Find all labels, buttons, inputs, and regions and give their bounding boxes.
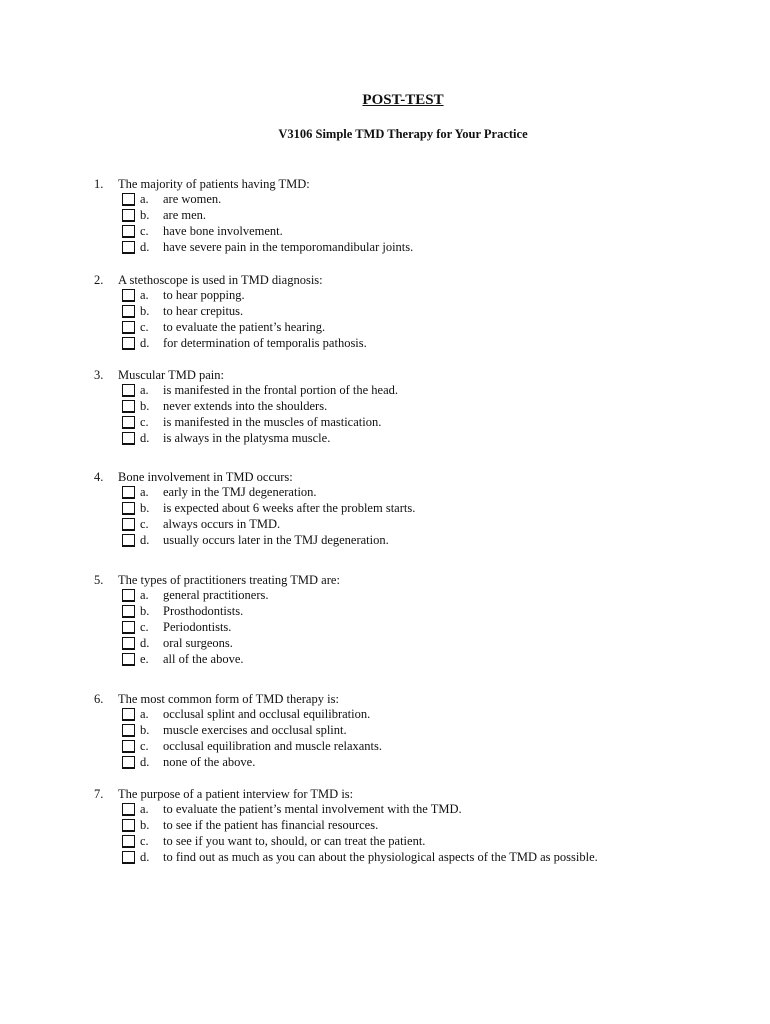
answer-checkbox[interactable] — [122, 241, 135, 254]
option-text: all of the above. — [163, 651, 244, 666]
answer-checkbox[interactable] — [122, 384, 135, 397]
answer-option — [94, 850, 734, 866]
answer-checkbox[interactable] — [122, 534, 135, 547]
answer-option — [94, 517, 734, 533]
answer-checkbox[interactable] — [122, 803, 135, 816]
option-text: occlusal splint and occlusal equilibration. — [163, 707, 371, 721]
answer-option — [94, 652, 734, 668]
answer-checkbox[interactable] — [122, 724, 135, 737]
answer-checkbox[interactable] — [122, 400, 135, 413]
option-text: oral surgeons. — [163, 635, 233, 650]
answer-checkbox[interactable] — [122, 756, 135, 769]
question-1 — [94, 176, 734, 256]
question-number: 3. — [94, 368, 104, 382]
option-letter: c. — [140, 738, 149, 753]
answer-option — [94, 739, 734, 755]
answer-checkbox[interactable] — [122, 289, 135, 302]
question-number: 4. — [94, 470, 104, 484]
option-letter: b. — [140, 398, 150, 413]
answer-option — [94, 636, 734, 652]
option-text: to find out as much as you can about the physiological aspects of the TMD as possible. — [163, 849, 598, 864]
option-text: is expected about 6 weeks after the problem starts. — [163, 500, 416, 515]
answer-option — [94, 533, 734, 549]
option-text: for determination of temporalis pathosis. — [163, 335, 367, 350]
option-letter: c. — [140, 619, 149, 634]
option-text: muscle exercises and occlusal splint. — [163, 722, 347, 737]
option-text: Periodontists. — [163, 619, 232, 634]
option-letter: d. — [140, 430, 150, 445]
question-number: 1. — [94, 177, 104, 191]
option-letter: d. — [140, 754, 150, 769]
option-text: is manifested in the muscles of mastication. — [163, 414, 382, 429]
option-letter: e. — [140, 651, 149, 666]
option-text: to see if you want to, should, or can treat the patient. — [163, 833, 426, 848]
option-text: are men. — [163, 207, 207, 222]
answer-checkbox[interactable] — [122, 637, 135, 650]
option-letter: c. — [140, 414, 149, 429]
question-2 — [94, 272, 734, 352]
option-text: to hear crepitus. — [163, 303, 244, 318]
option-text: general practitioners. — [163, 588, 269, 602]
option-text: is always in the platysma muscle. — [163, 430, 331, 445]
question-number: 5. — [94, 573, 104, 587]
question-stem — [94, 272, 734, 288]
answer-checkbox[interactable] — [122, 518, 135, 531]
option-letter: d. — [140, 849, 150, 864]
answer-checkbox[interactable] — [122, 305, 135, 318]
answer-checkbox[interactable] — [122, 819, 135, 832]
question-stem — [94, 572, 734, 588]
option-text: to evaluate the patient’s mental involvement with the TMD. — [163, 802, 462, 816]
answer-checkbox[interactable] — [122, 486, 135, 499]
answer-checkbox[interactable] — [122, 851, 135, 864]
question-7 — [94, 786, 734, 866]
question-stem — [94, 469, 734, 485]
option-text: none of the above. — [163, 754, 256, 769]
answer-checkbox[interactable] — [122, 502, 135, 515]
answer-checkbox[interactable] — [122, 621, 135, 634]
answer-option — [94, 755, 734, 771]
answer-checkbox[interactable] — [122, 209, 135, 222]
option-text: usually occurs later in the TMJ degeneration. — [163, 532, 389, 547]
option-letter: a. — [140, 707, 149, 721]
option-text: have severe pain in the temporomandibular joints. — [163, 239, 414, 254]
option-letter: a. — [140, 588, 149, 602]
option-letter: b. — [140, 500, 150, 515]
question-text: The most common form of TMD therapy is: — [118, 692, 339, 706]
option-letter: d. — [140, 635, 150, 650]
option-text: have bone involvement. — [163, 223, 283, 238]
page-title: POST-TEST — [362, 92, 444, 108]
option-text: are women. — [163, 192, 222, 206]
question-text: The types of practitioners treating TMD are: — [118, 573, 340, 587]
question-number: 2. — [94, 273, 104, 287]
answer-option — [94, 431, 734, 447]
option-letter: b. — [140, 207, 150, 222]
answer-checkbox[interactable] — [122, 321, 135, 334]
answer-checkbox[interactable] — [122, 337, 135, 350]
option-text: to hear popping. — [163, 288, 245, 302]
question-number: 6. — [94, 692, 104, 706]
answer-option — [94, 604, 734, 620]
answer-option — [94, 208, 734, 224]
answer-option — [94, 288, 734, 304]
option-text: is manifested in the frontal portion of the head. — [163, 383, 399, 397]
answer-option — [94, 818, 734, 834]
option-letter: a. — [140, 485, 149, 499]
question-stem — [94, 367, 734, 383]
option-letter: a. — [140, 802, 149, 816]
option-letter: d. — [140, 239, 150, 254]
option-text: Prosthodontists. — [163, 603, 244, 618]
option-letter: c. — [140, 833, 149, 848]
option-text: never extends into the shoulders. — [163, 398, 328, 413]
option-text: always occurs in TMD. — [163, 516, 281, 531]
answer-checkbox[interactable] — [122, 225, 135, 238]
option-text: to evaluate the patient’s hearing. — [163, 319, 326, 334]
answer-checkbox[interactable] — [122, 835, 135, 848]
answer-option — [94, 320, 734, 336]
question-5 — [94, 572, 734, 667]
question-number: 7. — [94, 787, 104, 801]
answer-option — [94, 588, 734, 604]
answer-option — [94, 336, 734, 352]
option-letter: b. — [140, 303, 150, 318]
answer-option — [94, 240, 734, 256]
answer-option — [94, 723, 734, 739]
question-text: A stethoscope is used in TMD diagnosis: — [118, 273, 323, 287]
answer-checkbox[interactable] — [122, 432, 135, 445]
answer-option — [94, 192, 734, 208]
question-6 — [94, 691, 734, 771]
question-4 — [94, 469, 734, 549]
answer-option — [94, 802, 734, 818]
answer-option — [94, 415, 734, 431]
option-letter: c. — [140, 319, 149, 334]
answer-option — [94, 834, 734, 850]
option-text: occlusal equilibration and muscle relaxants. — [163, 738, 383, 753]
answer-option — [94, 501, 734, 517]
question-stem — [94, 786, 734, 802]
answer-option — [94, 485, 734, 501]
answer-checkbox[interactable] — [122, 589, 135, 602]
answer-option — [94, 707, 734, 723]
option-text: to see if the patient has financial resources. — [163, 817, 379, 832]
answer-option — [94, 399, 734, 415]
option-letter: d. — [140, 532, 150, 547]
option-letter: a. — [140, 383, 149, 397]
answer-option — [94, 383, 734, 399]
question-text: Bone involvement in TMD occurs: — [118, 470, 293, 484]
question-3 — [94, 367, 734, 447]
option-letter: b. — [140, 722, 150, 737]
option-letter: a. — [140, 288, 149, 302]
question-text: The majority of patients having TMD: — [118, 177, 310, 191]
answer-checkbox[interactable] — [122, 193, 135, 206]
answer-option — [94, 304, 734, 320]
option-letter: b. — [140, 817, 150, 832]
answer-checkbox[interactable] — [122, 605, 135, 618]
answer-checkbox[interactable] — [122, 653, 135, 666]
question-text: The purpose of a patient interview for TMD is: — [118, 787, 354, 801]
answer-option — [94, 620, 734, 636]
option-letter: b. — [140, 603, 150, 618]
answer-checkbox[interactable] — [122, 416, 135, 429]
course-subtitle: V3106 Simple TMD Therapy for Your Practice — [278, 127, 528, 141]
option-text: early in the TMJ degeneration. — [163, 485, 317, 499]
answer-checkbox[interactable] — [122, 708, 135, 721]
option-letter: c. — [140, 223, 149, 238]
question-stem — [94, 691, 734, 707]
option-letter: c. — [140, 516, 149, 531]
answer-checkbox[interactable] — [122, 740, 135, 753]
question-stem — [94, 176, 734, 192]
question-text: Muscular TMD pain: — [118, 368, 225, 382]
option-letter: a. — [140, 192, 149, 206]
option-letter: d. — [140, 335, 150, 350]
answer-option — [94, 224, 734, 240]
